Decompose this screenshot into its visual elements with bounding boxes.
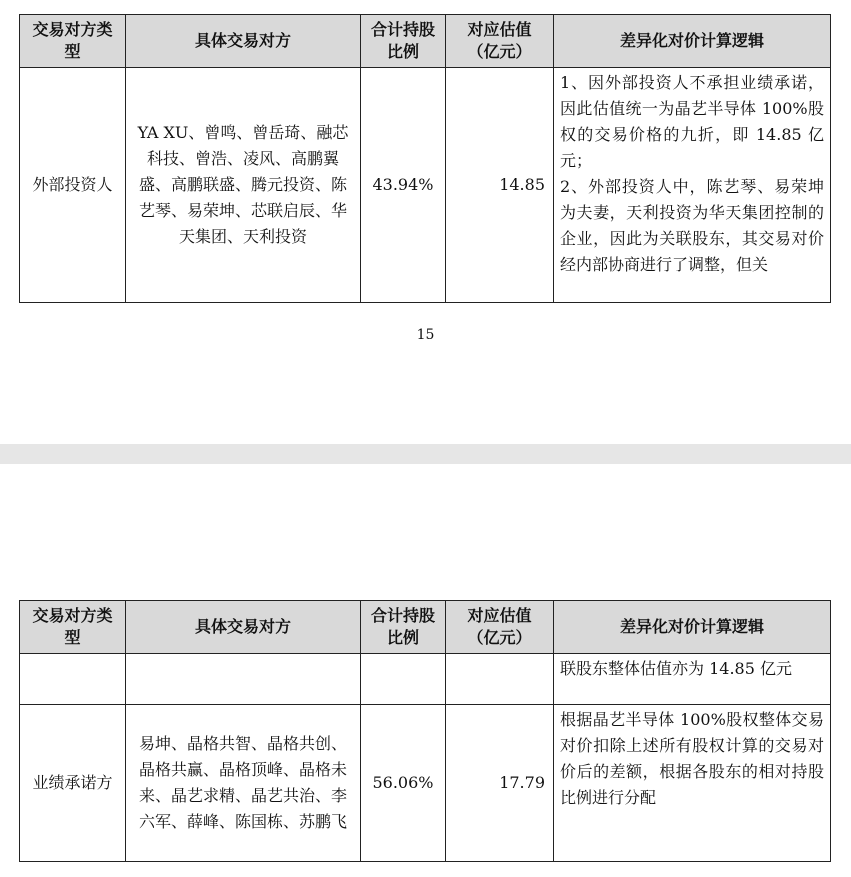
cell-logic: 根据晶艺半导体 100%股权整体交易对价扣除上述所有股权计算的交易对价后的差额，根据各股东的相对持股比例进行分配 [554, 705, 831, 862]
header-logic: 差异化对价计算逻辑 [554, 601, 831, 654]
header-type: 交易对方类型 [20, 601, 126, 654]
logic-item-2: 2、外部投资人中，陈艺琴、易荣坤为夫妻，天利投资为华天集团控制的企业，因此为关联股东，其交易对价经内部协商进行了调整，但关 [560, 177, 824, 274]
table-row-continued [20, 654, 831, 705]
header-value: 对应估值（亿元） [446, 601, 554, 654]
cell-type: 业绩承诺方 [20, 705, 126, 862]
cell-empty [20, 654, 126, 705]
header-party: 具体交易对方 [126, 601, 361, 654]
cell-ratio: 43.94% [361, 68, 446, 303]
header-logic: 差异化对价计算逻辑 [554, 15, 831, 68]
cell-value: 14.85 [446, 68, 554, 303]
cell-empty [126, 654, 361, 705]
header-type: 交易对方类型 [20, 15, 126, 68]
counterparty-table-part-1 [19, 14, 831, 303]
cell-empty [361, 654, 446, 705]
cell-ratio: 56.06% [361, 705, 446, 862]
header-value: 对应估值（亿元） [446, 15, 554, 68]
cell-logic [554, 68, 831, 303]
header-party: 具体交易对方 [126, 15, 361, 68]
cell-party: YA XU、曾鸣、曾岳琦、融芯科技、曾浩、凌风、高鹏翼盛、高鹏联盛、腾元投资、陈艺琴、易荣坤、芯联启辰、华天集团、天利投资 [126, 68, 361, 303]
cell-logic-continued: 联股东整体估值亦为 14.85 亿元 [554, 654, 831, 705]
table-header-row [20, 15, 831, 68]
page-gap-divider [0, 444, 851, 464]
header-ratio: 合计持股比例 [361, 601, 446, 654]
cell-party: 易坤、晶格共智、晶格共创、晶格共赢、晶格顶峰、晶格未来、晶艺求精、晶艺共治、李六军、薛峰、陈国栋、苏鹏飞 [126, 705, 361, 862]
table-header-row [20, 601, 831, 654]
logic-item-1: 1、因外部投资人不承担业绩承诺，因此估值统一为晶艺半导体 100%股权的交易价格的九折，即 14.85 亿元； [560, 73, 824, 170]
header-ratio: 合计持股比例 [361, 15, 446, 68]
cell-type: 外部投资人 [20, 68, 126, 303]
cell-empty [446, 654, 554, 705]
table-row [20, 68, 831, 303]
table-row [20, 705, 831, 862]
document-page-2 [0, 464, 851, 877]
cell-value: 17.79 [446, 705, 554, 862]
counterparty-table-part-2 [19, 600, 831, 862]
page-number: 15 [416, 327, 435, 343]
